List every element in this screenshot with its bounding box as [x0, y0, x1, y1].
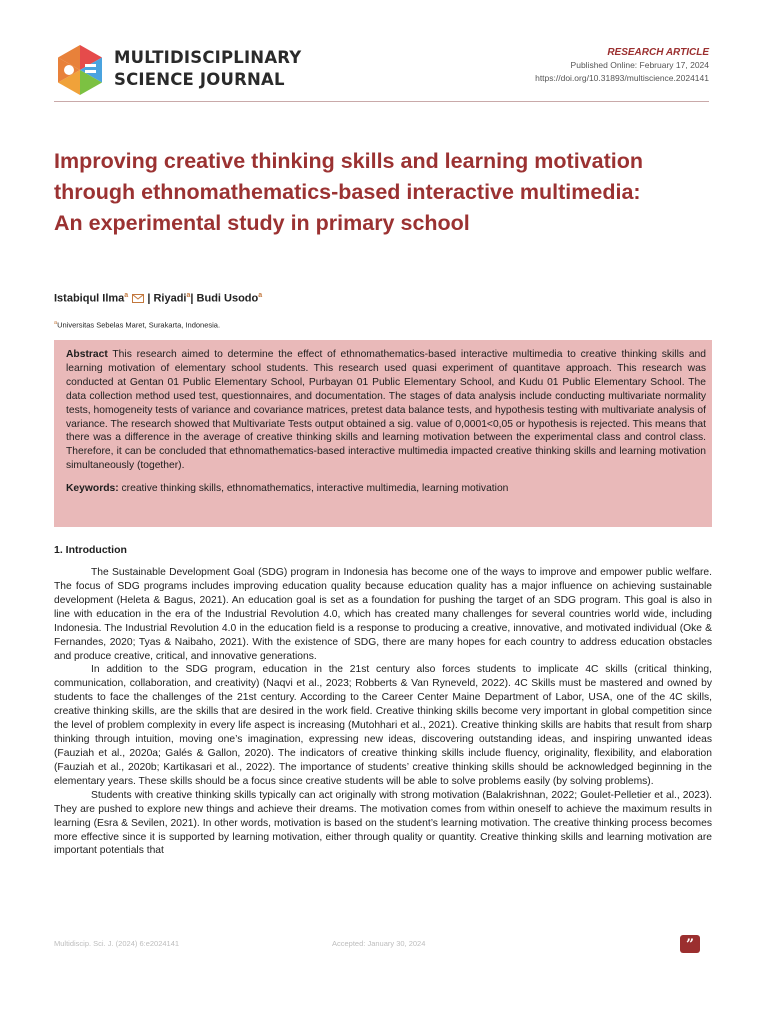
published-date: Published Online: February 17, 2024: [570, 60, 709, 70]
footer-citation: Multidiscip. Sci. J. (2024) 6:e2024141: [54, 939, 180, 948]
journal-logo: [54, 44, 106, 96]
doi-link[interactable]: https://doi.org/10.31893/multiscience.2024141: [535, 73, 709, 83]
author-separator: |: [144, 292, 154, 305]
email-icon[interactable]: [132, 294, 144, 303]
abstract-paragraph: [66, 348, 706, 473]
author-affiliation-mark: a: [258, 292, 263, 299]
page-footer: [54, 935, 712, 955]
article-type: RESEARCH ARTICLE: [607, 47, 709, 58]
section-heading: 1. Introduction: [54, 544, 127, 556]
quote-icon[interactable]: [680, 935, 700, 953]
author-list: [54, 292, 262, 305]
author-name[interactable]: Riyadi: [153, 292, 187, 305]
header-divider: [54, 101, 709, 102]
keywords-label: Keywords:: [66, 483, 119, 495]
article-meta: [535, 46, 709, 85]
body-text: [54, 566, 712, 858]
journal-name-line2: SCIENCE JOURNAL: [114, 70, 285, 89]
keywords-text: creative thinking skills, ethnomathematics, interactive multimedia, learning motivation: [118, 483, 509, 495]
body-paragraph: In addition to the SDG program, education in the 21st century also forces students to implicate 4C skills (critical thinking, communication, collaboration, and creativity) (Naqvi et al., 2023; Robberts & Van Ryneveld, 2022). 4C Skills must be mastered and owned by students to face the challenges of the 21st century. According to the Career Center Maine Department of Labor, USA, one of the 4C skills, creative thinking skills, are the skills that are desired in the work field. Creative thinking skills become very important in global competition since the level of problem complexity in every life aspect is increasing (Mutohhari et al., 2021). Creative thinking skills are habits that result from sharp thinking through intuition, moving one’s imagination, expressing new ideas, discovering outstanding ideas, and inspiring unwanted ideas (Fauziah et al., 2020a; Galés & Gallon, 2020). The indicators of creative thinking skills include fluency, originality, flexibility, and elaboration (Fauziah et al., 2020b; Kartikasari et al., 2022). The importance of students’ creative thinking skills should be acknowledged beginning in the elementary years. These skills should be a focus since creative students will be able to solve problems easily (by solving problems).: [54, 664, 712, 787]
affiliation-text: Universitas Sebelas Maret, Surakarta, Indonesia.: [57, 320, 221, 330]
journal-name: [114, 47, 301, 91]
author-separator: |: [190, 292, 197, 305]
article-title: Improving creative thinking skills and learning motivation through ethnomathematics-based interactive multimedia: An experimental study in primary school: [54, 149, 643, 235]
affiliation: [54, 320, 220, 330]
quote-glyph: ”: [685, 937, 695, 953]
body-paragraph: The Sustainable Development Goal (SDG) program in Indonesia has become one of the ways to improve and empower public welfare. The focus of SDG programs includes improving education quality because education quality has a major influence on achieving sustainable development (Heleta & Bagus, 2021). An education goal is set as a foundation for pushing the target of an SDG program. This goal is also in line with education in the era of the Industrial Revolution 4.0, which has created many challenges for several countries world wide, including Indonesia. The Industrial Revolution 4.0 in the education field is a response to producing a creative, innovative, and motivated individual (Oke & Fernandes, 2020; Tyas & Naibaho, 2021). With the existence of SDG, there are many hopes for each country to address education obstacles and produce creative, critical, and innovative generations.: [54, 567, 712, 662]
abstract-text: This research aimed to determine the effect of ethnomathematics-based interactive multimedia to creative thinking skills and learning motivation of elementary school students. This research used quasi experiment of quantitave approach. This research was conducted at Gentan 01 Public Elementary School, Purbayan 01 Public Elementary School, and Kudu 01 Public Elementary School. The data collection method used test, questionnaires, and documentation. The stages of data analysis include conducting multivariate normality tests, homogeneity tests of variance and covariance matrices, pretest data balance tests, and hypothesis testing with multivariate analysis of variance. The research showed that Multivariate Tests output obtained a sig. value of 0,0001<0,05 or hypothesis is rejected. This means that there was a difference in the average of creative thinking skills and learning motivation between the experimental class and control class. Therefore, it can be concluded that ethnomathematics-based interactive multimedia impacted creative thinking skills and learning motivation simultaneously (together).: [66, 349, 706, 472]
author-name[interactable]: Budi Usodo: [196, 292, 259, 305]
author-affiliation-mark: a: [124, 292, 129, 299]
affiliation-mark: a: [54, 320, 58, 326]
author-name[interactable]: Istabiqul Ilma: [54, 292, 125, 305]
keywords-paragraph: [66, 482, 706, 496]
body-paragraph: Students with creative thinking skills typically can act originally with strong motivation (Balakrishnan, 2022; Goulet-Pelletier et al., 2023). They are pushed to explore new things and achieve their dreams. The motivation comes from within oneself to achieve the maximum results in learning (Esra & Sevilen, 2021). In other words, motivation is based on the student’s learning motivation. The creative thinking process becomes more effective since it is supported by learning motivation, either through quality or quantity. Creative thinking skills and learning motivation are important potentials that: [54, 789, 712, 857]
abstract-box: [54, 340, 712, 527]
author-affiliation-mark: a: [186, 292, 191, 299]
abstract-label: Abstract: [66, 349, 108, 360]
footer-accepted-date: Accepted: January 30, 2024: [332, 939, 426, 948]
journal-name-line1: MULTIDISCIPLINARY: [114, 48, 302, 67]
